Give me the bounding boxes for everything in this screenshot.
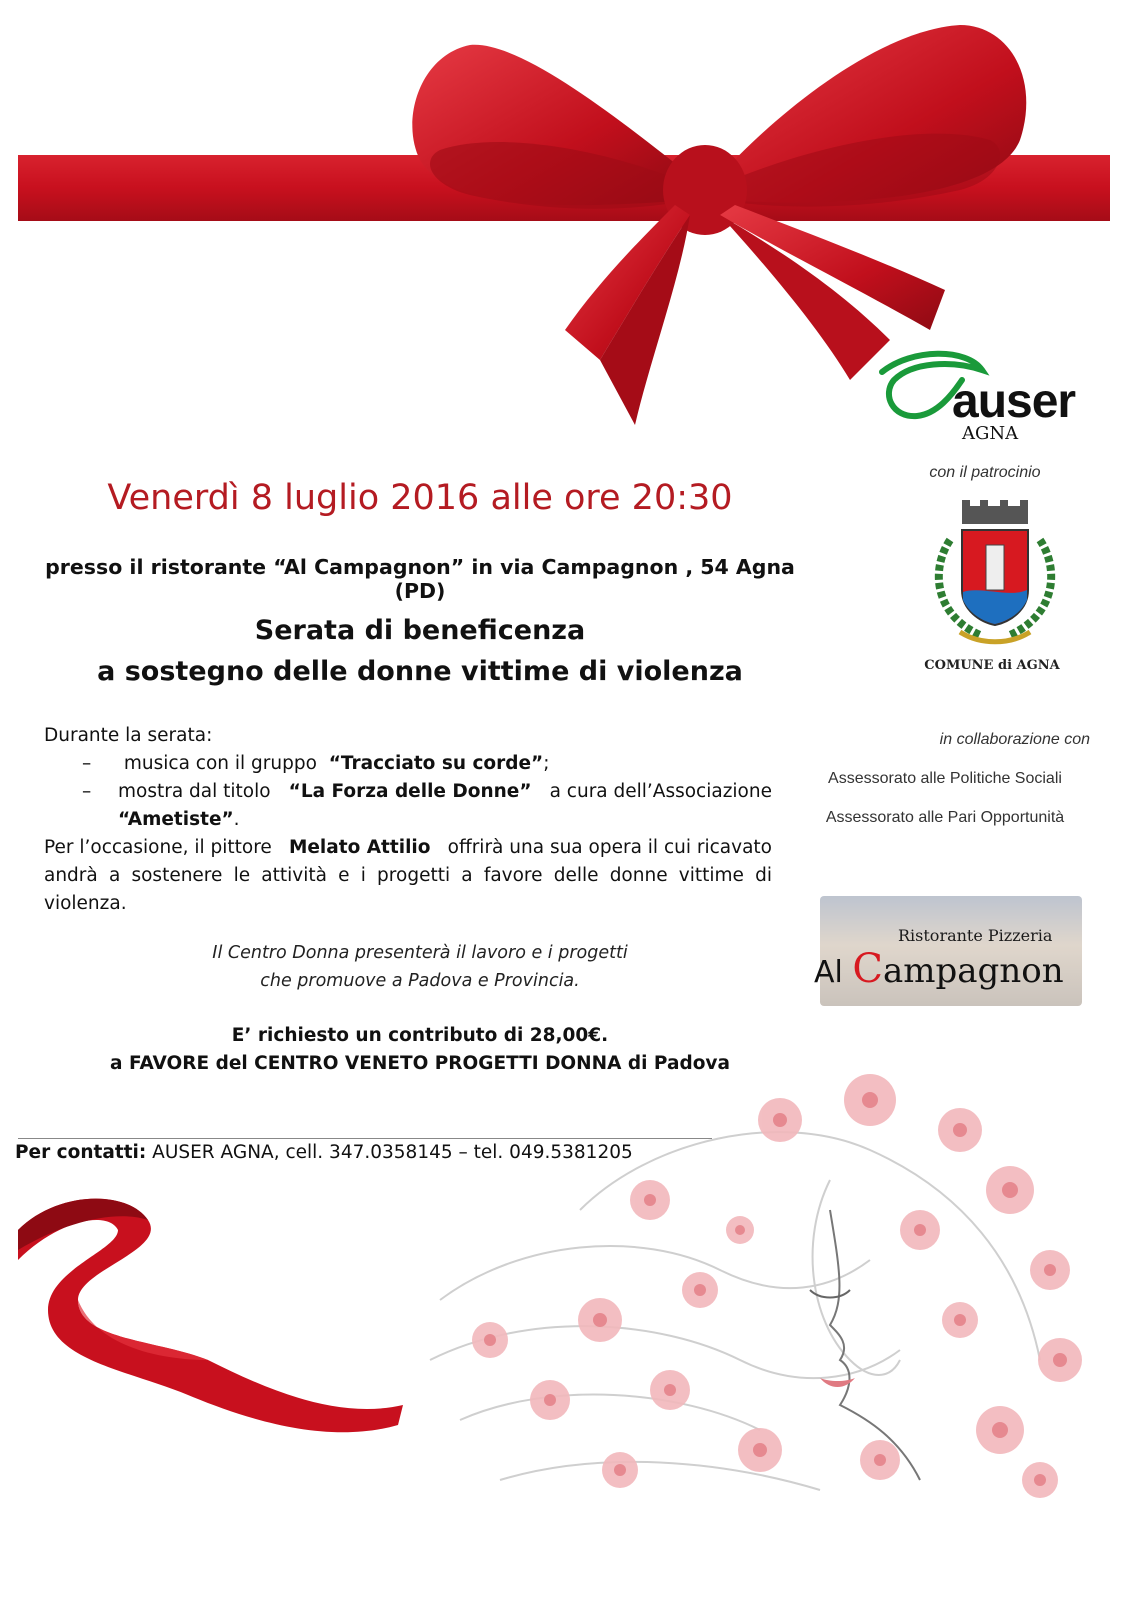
- floral-woman-illustration: [400, 1060, 1100, 1510]
- auser-logo: [872, 350, 1087, 450]
- event-title-line1: Serata di beneficenza: [254, 615, 586, 646]
- painter-line: Per l’occasione, il pittore Melato Attilio offrirà una sua opera il cui ricavato: [44, 837, 772, 858]
- centro-line1: Il Centro Donna presenterà il lavoro e i progetti: [212, 943, 628, 963]
- collab-text: in collaborazione con: [939, 731, 1090, 748]
- comune-crest: [930, 500, 1060, 650]
- red-scarf-illustration: [18, 1190, 418, 1460]
- event-title-line2: a sostegno delle donne vittime di violenza: [97, 656, 743, 687]
- contribution-line2: a FAVORE del CENTRO VENETO PROGETTI DONNA di Padova: [110, 1053, 730, 1074]
- restaurant-logo: [814, 896, 1082, 1006]
- restaurant-name-al: Al: [814, 955, 853, 990]
- restaurant-name-c: C: [852, 946, 884, 992]
- assessorato-pari: Assessorato alle Pari Opportunità: [825, 809, 1065, 826]
- restaurant-name: [814, 946, 1064, 992]
- program-item: – musica con il gruppo “Tracciato su corde”;: [82, 753, 550, 774]
- program-item: – mostra dal titolo “La Forza delle Donne” a cura dell’Associazione “Ametiste”.: [82, 781, 772, 830]
- event-date: Venerdì 8 luglio 2016 alle ore 20:30: [107, 478, 733, 518]
- program-intro: Durante la serata:: [44, 725, 213, 746]
- centro-line2: che promuove a Padova e Provincia.: [260, 971, 580, 991]
- patronage-text: con il patrocinio: [929, 464, 1041, 481]
- contribution-line1: E’ richiesto un contributo di 28,00€.: [231, 1025, 609, 1046]
- program-block: [44, 722, 772, 918]
- painter-line-2: andrà a sostenere le attività e i progetti a favore delle donne vittime di: [44, 865, 772, 886]
- contacts-text: AUSER AGNA, cell. 347.0358145 – tel. 049.5381205: [152, 1142, 633, 1163]
- painter-line-3: violenza.: [44, 893, 127, 914]
- restaurant-small-text: Ristorante Pizzeria: [898, 926, 1053, 945]
- contacts-label: Per contatti:: [15, 1142, 147, 1163]
- auser-logo-text: auser: [952, 375, 1076, 428]
- restaurant-name-rest: ampagnon: [883, 951, 1064, 991]
- event-venue: presso il ristorante “Al Campagnon” in via Campagnon , 54 Agna (PD): [45, 555, 795, 603]
- auser-sub-text: AGNA: [962, 423, 1019, 444]
- comune-label: COMUNE di AGNA: [924, 658, 1060, 673]
- assessorato-social: Assessorato alle Politiche Sociali: [828, 770, 1062, 787]
